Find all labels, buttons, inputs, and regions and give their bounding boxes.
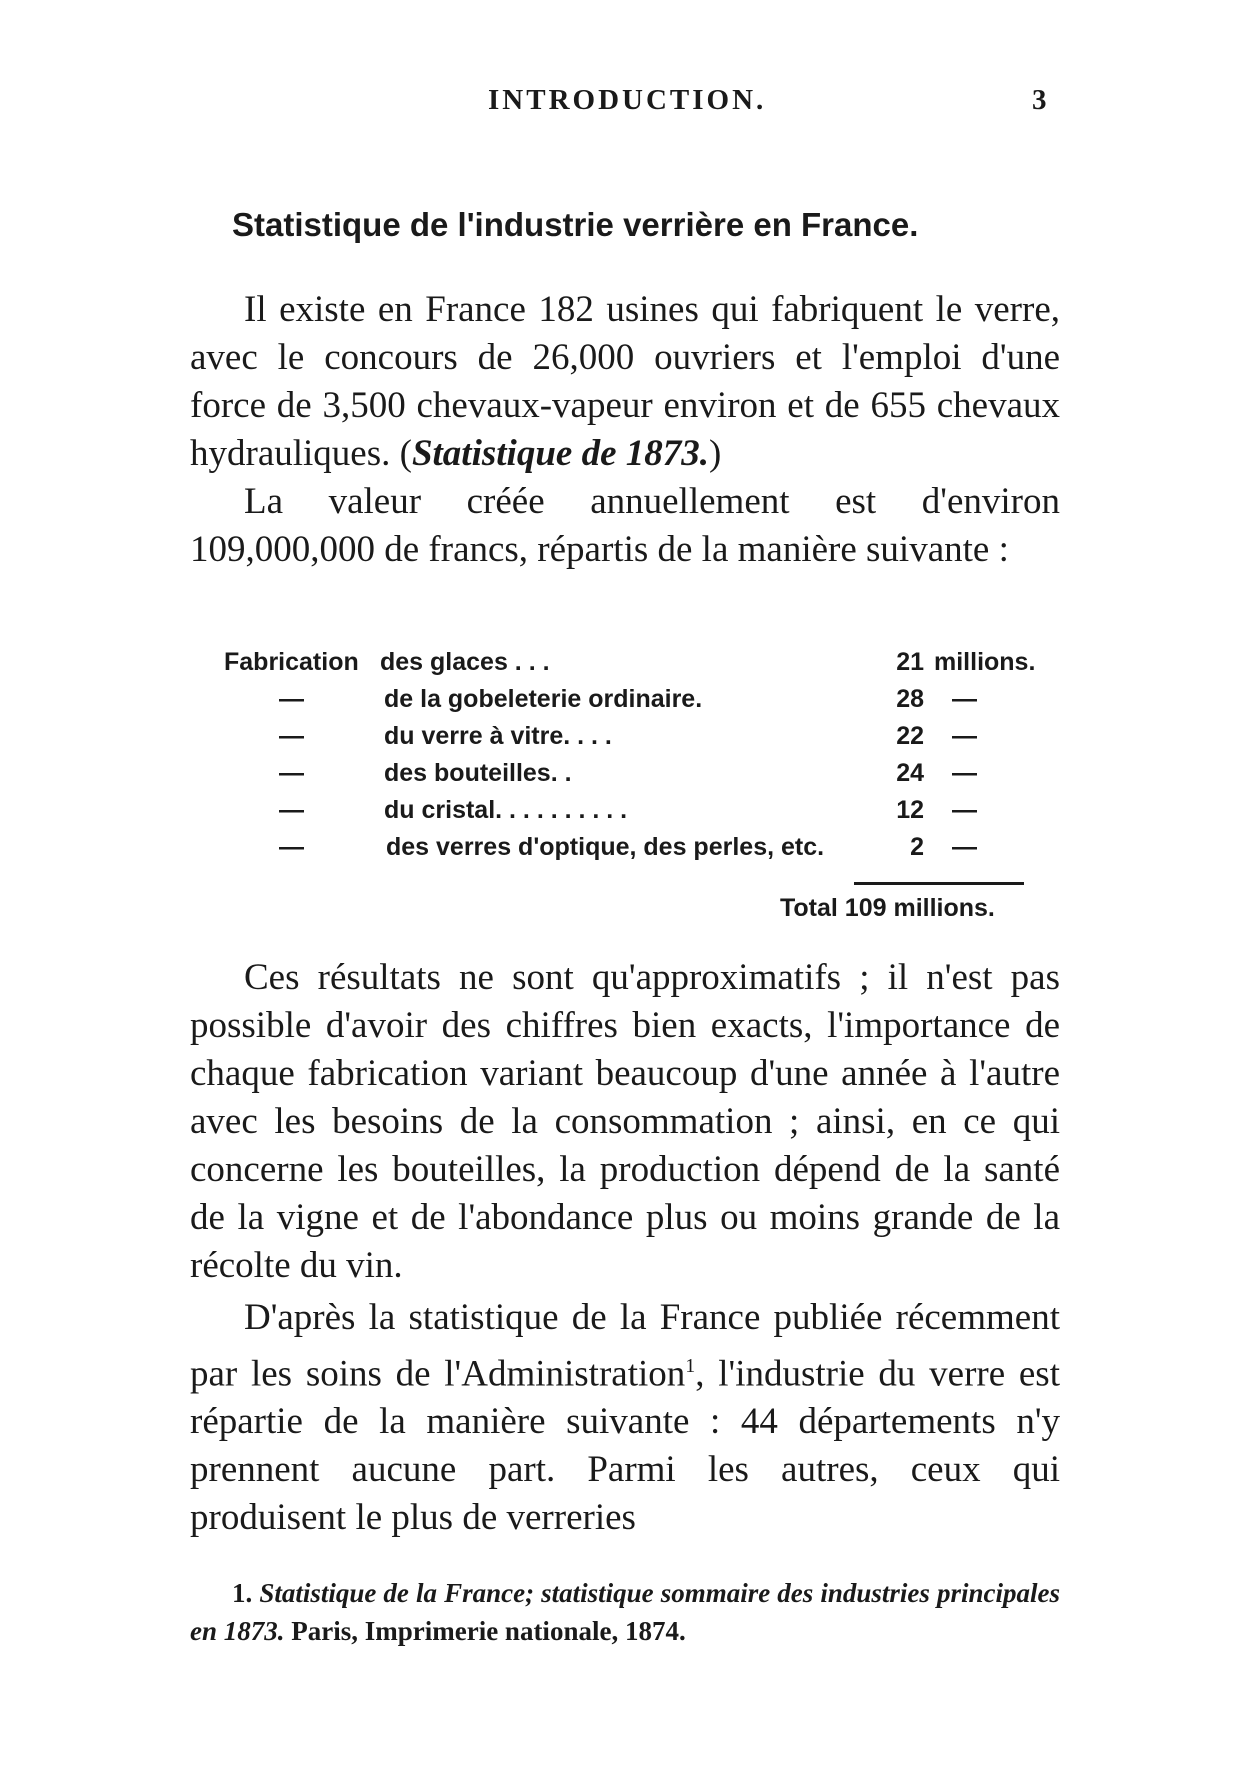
- row-value: 28: [896, 685, 924, 713]
- row-dash: —: [279, 722, 304, 750]
- row-label: des bouteilles. .: [384, 759, 572, 787]
- row-unit: —: [952, 833, 977, 861]
- table-row: [224, 759, 1014, 796]
- row-value: 2: [910, 833, 924, 861]
- total-rule: [854, 882, 1024, 885]
- row-label: du verre à vitre. . . .: [384, 722, 612, 750]
- running-head-title: INTRODUCTION.: [488, 84, 767, 116]
- footnote-reference: 1: [685, 1355, 696, 1377]
- row-unit: —: [952, 759, 977, 787]
- running-head: [0, 84, 1259, 124]
- paragraph-4-after: , l'industrie du verre est répartie de la manière suivante : 44 départements n'y prennent aucune part. Parmi les autres, ceux qui produisent le plus de verreries: [190, 1353, 1060, 1539]
- paragraph-3: Ces résultats ne sont qu'approximatifs ; il n'est pas possible d'avoir des chiffres bien exacts, l'importance de chaque fabrication variant beaucoup d'une année à l'autre avec les besoins de la consommation ; ainsi, en ce qui concerne les bouteilles, la production dépend de la santé de la vigne et de l'abondance plus ou moins grande de la récolte du vin.: [190, 957, 1060, 1286]
- paragraph-4: [190, 1294, 1060, 1542]
- table-row: [224, 685, 1014, 722]
- row-unit: —: [952, 685, 977, 713]
- paragraph-1: [190, 286, 1060, 478]
- row-dash: —: [279, 833, 304, 861]
- table-row: [224, 796, 1014, 833]
- paragraph-1-close: ): [709, 433, 722, 474]
- footnote-title: Statistique de la France; statistique sommaire des industries principales en 1873.: [190, 1578, 1060, 1646]
- row-label: des verres d'optique, des perles, etc.: [386, 833, 825, 861]
- paragraph-1-text: Il existe en France 182 usines qui fabriquent le verre, avec le concours de 26,000 ouvriers et l'emploi d'une force de 3,500 chevaux-vapeur environ et de 655 chevaux hydrauliques. (: [190, 289, 1060, 474]
- footnote-rest: Paris, Imprimerie nationale, 1874.: [291, 1616, 686, 1646]
- paragraph-1-citation: Statistique de 1873.: [411, 433, 710, 474]
- row-value: 21: [896, 648, 924, 676]
- row-label: des glaces . . .: [380, 648, 550, 676]
- production-table: [224, 648, 1036, 922]
- row-label: du cristal. . . . . . . . . .: [384, 796, 628, 824]
- footnote: [190, 1574, 1060, 1650]
- section-title: Statistique de l'industrie verrière en France.: [232, 206, 919, 243]
- row-unit: —: [952, 796, 977, 824]
- page-number: 3: [1032, 84, 1047, 116]
- total-text: Total 109 millions.: [780, 894, 995, 922]
- row-value: 12: [896, 796, 924, 824]
- row-value: 22: [896, 722, 924, 750]
- footnote-number: 1.: [232, 1578, 253, 1608]
- paragraph-4-before: D'après la statistique de la France publiée récemment par les soins de l'Administration: [190, 1297, 1060, 1395]
- row-value: 24: [896, 759, 924, 787]
- row-label: de la gobeleterie ordinaire.: [384, 685, 703, 713]
- total-row: [224, 894, 1014, 931]
- row-unit: millions.: [934, 648, 1036, 676]
- row-dash: —: [279, 685, 304, 713]
- paragraph-2: La valeur créée annuellement est d'environ 109,000,000 de francs, répartis de la manière suivante :: [190, 481, 1060, 570]
- row-dash: —: [279, 796, 304, 824]
- table-row: [224, 833, 1014, 870]
- table-row: [224, 648, 1036, 685]
- row-unit: —: [952, 722, 977, 750]
- table-row: [224, 722, 1014, 759]
- row-dash: —: [279, 759, 304, 787]
- row-prefix: Fabrication: [224, 648, 359, 676]
